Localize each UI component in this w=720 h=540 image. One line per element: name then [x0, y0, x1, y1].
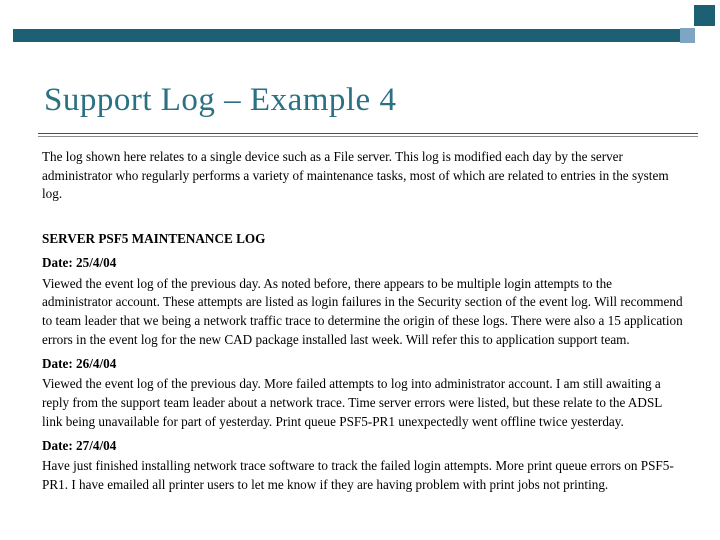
- log-entry: [42, 437, 684, 495]
- corner-square-light: [680, 28, 695, 43]
- log-entry-date: Date: 27/4/04: [42, 437, 117, 453]
- log-entry-text: Viewed the event log of the previous day. As noted before, there appears to be multiple login attempts to the administrator account. These attempts are listed as login failures in the Security section of the event log. Will recommend to team leader that we being a network traffic trace to determine the origin of these logs. There were also a 15 application errors in the event log for the new CAD package installed last week. Will refer this to application support team.: [42, 275, 683, 347]
- slide-body: [42, 148, 684, 495]
- log-header: SERVER PSF5 MAINTENANCE LOG: [42, 231, 266, 247]
- title-divider: [38, 133, 698, 137]
- page-title: Support Log – Example 4: [44, 82, 397, 118]
- log-entry: [42, 254, 684, 350]
- log-entry-text: Viewed the event log of the previous day. More failed attempts to log into administrator account. I am still awaiting a reply from the support team leader about a network trace. Time server errors were listed, but these relate to the ADSL link being unavailable for part of yesterday. Print queue PSF5-PR1 unexpectedly went offline twice yesterday.: [42, 376, 662, 429]
- top-banner-bar: [13, 29, 689, 42]
- log-entry: [42, 355, 684, 432]
- log-entry-text: Have just finished installing network trace software to track the failed login attempts. More print queue errors on PSF5-PR1. I have emailed all printer users to let me know if they are having problem with print jobs not printing.: [42, 458, 674, 493]
- corner-square-dark: [694, 5, 715, 26]
- intro-paragraph: The log shown here relates to a single device such as a File server. This log is modified each day by the server administrator who regularly performs a variety of maintenance tasks, most of which are related to entries in the system log.: [42, 149, 669, 202]
- log-entry-date: Date: 25/4/04: [42, 254, 117, 270]
- log-entry-date: Date: 26/4/04: [42, 355, 117, 371]
